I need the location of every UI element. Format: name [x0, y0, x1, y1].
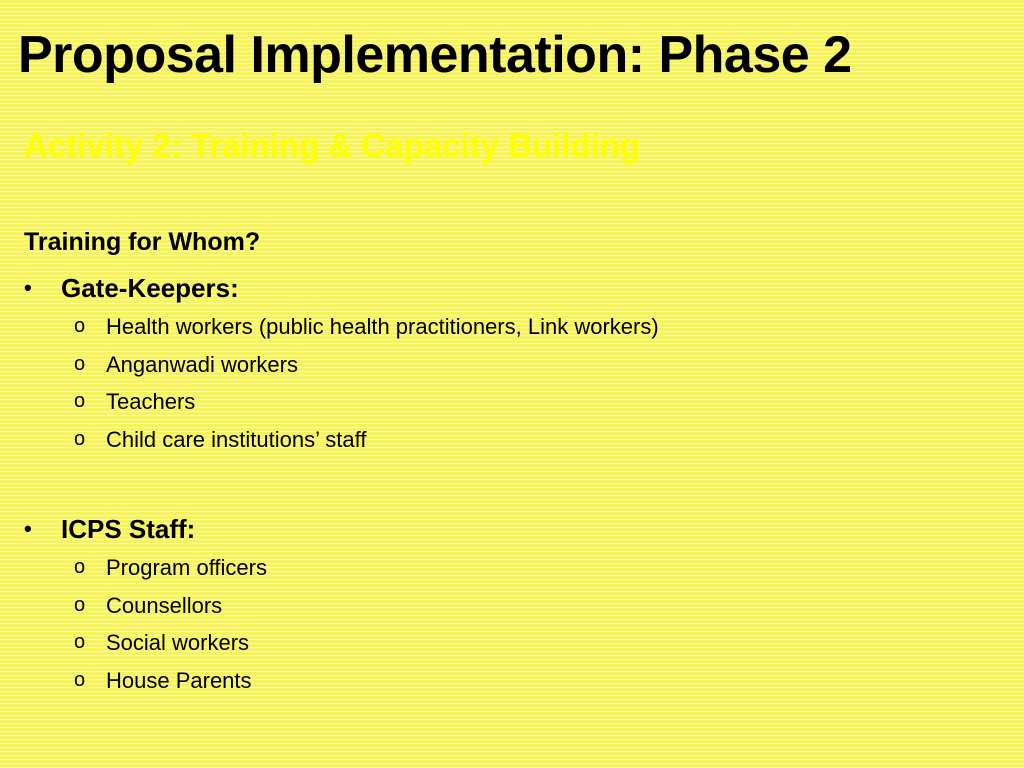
circle-bullet-icon: o [74, 556, 86, 578]
icps-staff-label: ICPS Staff: [61, 514, 196, 544]
list-item-text: House Parents [106, 668, 252, 694]
list-item-text: Anganwadi workers [106, 351, 298, 377]
list-item [24, 421, 984, 459]
icps-staff-group [24, 511, 984, 700]
gatekeepers-group [24, 270, 984, 459]
circle-bullet-icon: o [74, 315, 86, 337]
list-item-text: Counsellors [106, 592, 223, 618]
list-item [24, 346, 984, 384]
list-item-text: Health workers (public health practitioners, Link workers) [106, 314, 659, 339]
circle-bullet-icon: o [74, 631, 86, 654]
list-item-text: Child care institutions’ staff [106, 427, 367, 453]
list-item [24, 624, 984, 662]
list-item-text: Teachers [106, 389, 196, 415]
list-item [24, 549, 984, 587]
section-heading: Training for Whom? [24, 228, 261, 256]
list-item [24, 587, 984, 625]
list-item-text: Social workers [106, 630, 250, 656]
bullet-icon: • [24, 516, 32, 541]
bullet-icon: • [24, 275, 32, 300]
gatekeepers-list [24, 308, 984, 459]
circle-bullet-icon: o [74, 593, 86, 616]
slide-title: Proposal Implementation: Phase 2 [18, 26, 852, 84]
slide-subtitle: Activity 2: Training & Capacity Building [24, 127, 641, 164]
list-item [24, 308, 984, 346]
gatekeepers-label: Gate-Keepers: [61, 273, 239, 303]
list-item [24, 662, 984, 700]
circle-bullet-icon: o [74, 352, 86, 375]
circle-bullet-icon: o [74, 428, 86, 451]
list-item [24, 383, 984, 421]
circle-bullet-icon: o [74, 669, 86, 692]
list-item-text: Program officers [106, 555, 267, 580]
bullet-item-icps-staff [24, 511, 984, 547]
icps-staff-list [24, 549, 984, 700]
circle-bullet-icon: o [74, 390, 86, 413]
bullet-item-gatekeepers [24, 270, 984, 306]
